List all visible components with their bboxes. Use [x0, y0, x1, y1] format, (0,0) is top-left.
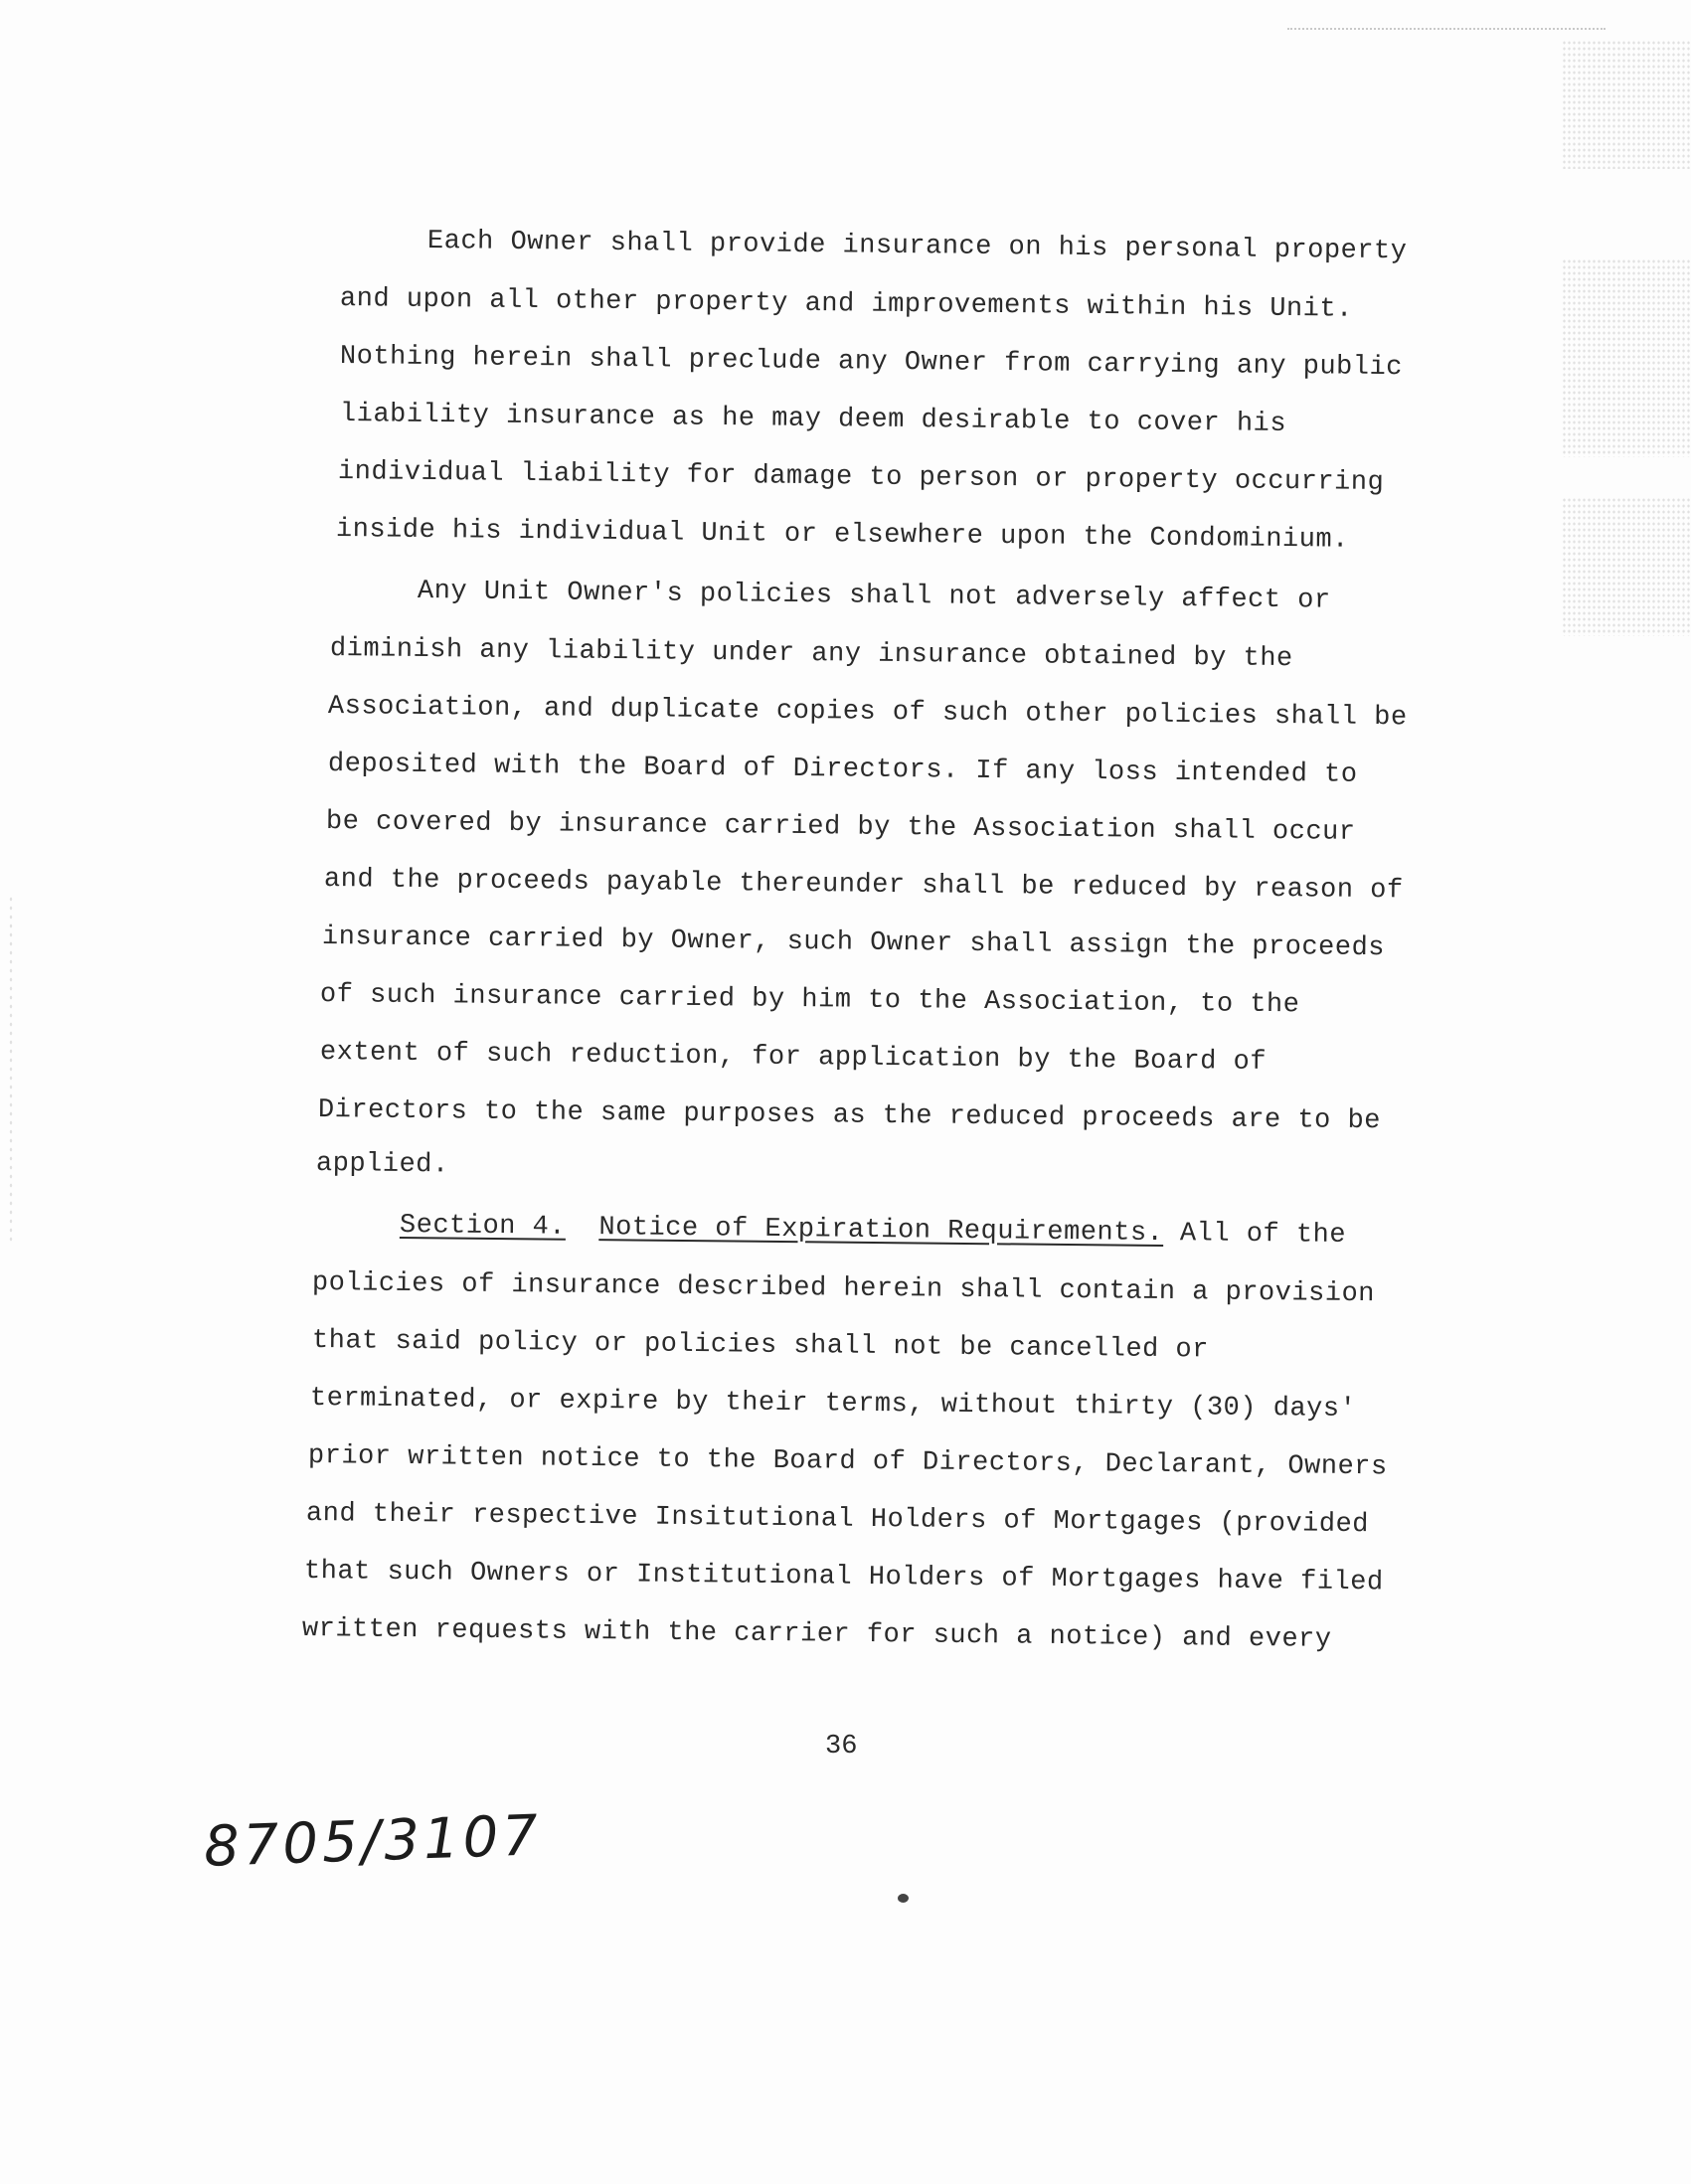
- text-line: be covered by insurance carried by the Association shall occur: [325, 807, 1356, 848]
- text-line: applied.: [315, 1149, 449, 1181]
- section-title: Notice of Expiration Requirements.: [598, 1213, 1164, 1250]
- text-line: individual liability for damage to person or property occurring: [337, 457, 1385, 499]
- text-line: deposited with the Board of Directors. If any loss intended to: [327, 750, 1358, 790]
- text-line: liability insurance as he may deem desirable to cover his: [339, 400, 1287, 439]
- section-number: Section 4.: [399, 1211, 567, 1243]
- scan-noise: [1562, 40, 1691, 169]
- text-line: Each Owner shall provide insurance on his personal property: [426, 227, 1408, 267]
- text-line: extent of such reduction, for application by the Board of: [319, 1038, 1268, 1078]
- scan-noise: [1562, 497, 1691, 636]
- text-line: Directors to the same purposes as the reduced proceeds are to be: [317, 1095, 1382, 1137]
- text-line: Association, and duplicate copies of such other policies shall be: [327, 692, 1408, 734]
- handwritten-document-number: 8705/3107: [202, 1803, 543, 1880]
- page-number: 36: [825, 1732, 858, 1762]
- text-line: that said policy or policies shall not be cancelled or: [311, 1326, 1210, 1366]
- text-line: inside his individual Unit or elsewhere upon the Condominium.: [335, 515, 1349, 556]
- text-line: Nothing herein shall preclude any Owner from carrying any public: [339, 342, 1404, 384]
- scan-artifact-rule: [1287, 28, 1606, 30]
- text-line: and their respective Insitutional Holders of Mortgages (provided: [305, 1499, 1370, 1541]
- ink-blot: [898, 1894, 909, 1903]
- text-line: written requests with the carrier for such a notice) and every: [301, 1614, 1332, 1655]
- section-heading-line: [400, 1211, 1346, 1251]
- text-line: insurance carried by Owner, such Owner shall assign the proceeds: [321, 923, 1386, 964]
- text-line: of such insurance carried by him to the Association, to the: [319, 980, 1300, 1021]
- text-line: that such Owners or Institutional Holders of Mortgages have filed: [303, 1557, 1384, 1598]
- text-line: and the proceeds payable thereunder shall be reduced by reason of: [323, 865, 1404, 907]
- scan-noise: [8, 895, 14, 1243]
- text-line: policies of insurance described herein shall contain a provision: [311, 1268, 1376, 1310]
- section-lead-text: All of the: [1179, 1219, 1347, 1251]
- text-line: and upon all other property and improvements within his Unit.: [339, 284, 1353, 325]
- text-line: terminated, or expire by their terms, without thirty (30) days': [309, 1384, 1357, 1426]
- text-line: diminish any liability under any insurance obtained by the: [329, 634, 1293, 675]
- text-line: Any Unit Owner's policies shall not adversely affect or: [417, 577, 1331, 616]
- scan-noise: [1562, 258, 1691, 457]
- text-line: prior written notice to the Board of Directors, Declarant, Owners: [307, 1441, 1388, 1483]
